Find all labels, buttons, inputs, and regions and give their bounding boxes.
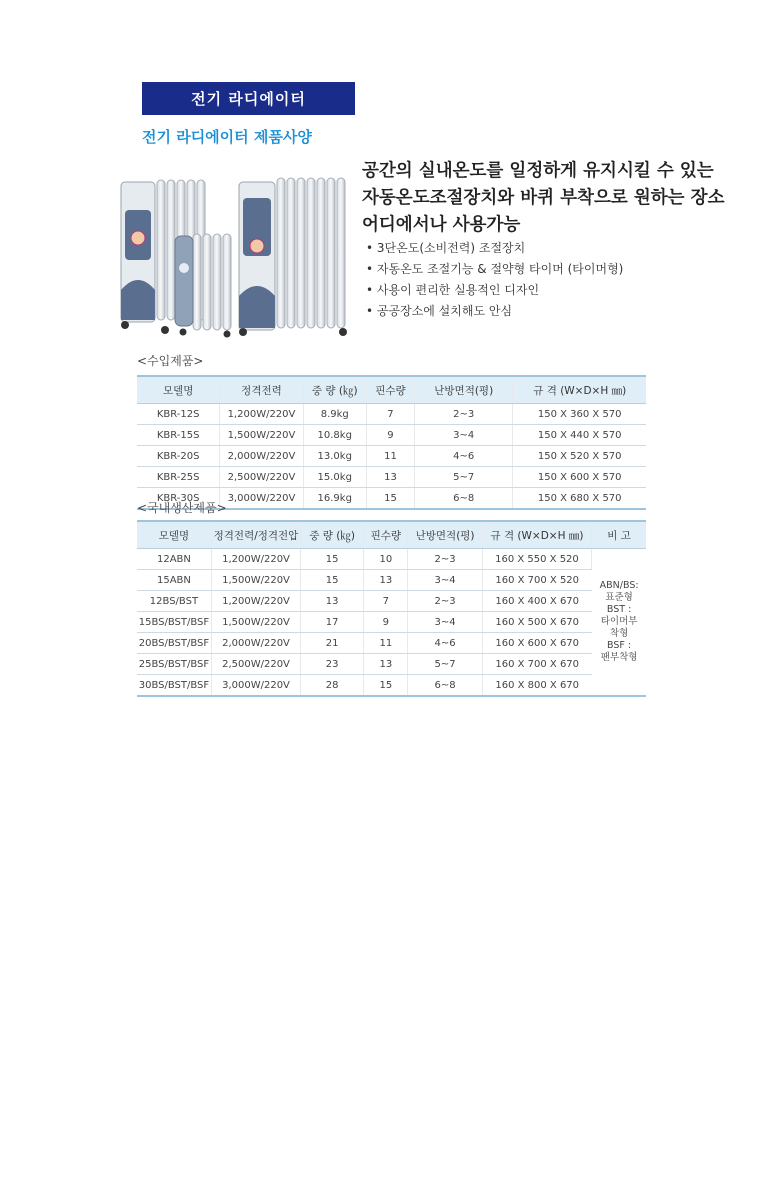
column-header: 모델명: [137, 521, 211, 549]
cell-size: 150 X 520 X 570: [513, 446, 646, 467]
feature-item: • 자동온도 조절기능 & 절약형 타이머 (타이머형): [366, 259, 623, 280]
cell-area: 2~3: [408, 591, 482, 612]
cell-area: 2~3: [408, 549, 482, 570]
column-header: 난방면적(평): [408, 521, 482, 549]
cell-area: 6~8: [408, 675, 482, 697]
cell-power: 2,000W/220V: [220, 446, 303, 467]
headline-line: 공간의 실내온도를 일정하게 유지시킬 수 있는: [362, 161, 714, 181]
feature-item: • 공공장소에 설치해도 안심: [366, 301, 623, 322]
table-row: [137, 425, 646, 446]
cell-model: 15ABN: [137, 570, 211, 591]
cell-size: 150 X 360 X 570: [513, 404, 646, 425]
domestic-spec-table: [137, 520, 646, 697]
column-header: 비 고: [592, 521, 646, 549]
cell-area: 4~6: [415, 446, 513, 467]
radiator-product-image: [115, 170, 355, 340]
cell-size: 150 X 600 X 570: [513, 467, 646, 488]
cell-weight: 28: [301, 675, 364, 697]
feature-item: • 사용이 편리한 실용적인 디자인: [366, 280, 623, 301]
cell-model: 12ABN: [137, 549, 211, 570]
cell-power: 1,200W/220V: [211, 591, 300, 612]
table-header-row: [137, 376, 646, 404]
column-header: 규 격 (W×D×H ㎜): [482, 521, 591, 549]
table-row: [137, 675, 646, 697]
cell-power: 1,500W/220V: [211, 612, 300, 633]
cell-model: KBR-12S: [137, 404, 220, 425]
cell-size: 150 X 680 X 570: [513, 488, 646, 510]
cell-model: 25BS/BST/BSF: [137, 654, 211, 675]
column-header: 중 량 (㎏): [301, 521, 364, 549]
cell-size: 160 X 550 X 520: [482, 549, 591, 570]
table-row: [137, 404, 646, 425]
cell-weight: 15: [301, 549, 364, 570]
cell-weight: 13.0kg: [303, 446, 366, 467]
imported-spec-table: [137, 375, 646, 510]
table-row: [137, 654, 646, 675]
cell-model: KBR-25S: [137, 467, 220, 488]
cell-model: 15BS/BST/BSF: [137, 612, 211, 633]
cell-power: 1,200W/220V: [211, 549, 300, 570]
cell-power: 2,500W/220V: [211, 654, 300, 675]
cell-area: 6~8: [415, 488, 513, 510]
table-row: [137, 549, 646, 570]
cell-model: 12BS/BST: [137, 591, 211, 612]
column-header: 핀수량: [364, 521, 408, 549]
cell-note: ABN/BS: 표준형 BST : 타이머부 착형 BSF : 팬부착형: [592, 549, 646, 697]
cell-fins: 13: [364, 570, 408, 591]
column-header: 규 격 (W×D×H ㎜): [513, 376, 646, 404]
table-row: [137, 467, 646, 488]
radiator-right-icon: [239, 178, 347, 336]
column-header: 중 량 (㎏): [303, 376, 366, 404]
table-header-row: [137, 521, 646, 549]
cell-fins: 9: [364, 612, 408, 633]
column-header: 정격전력/정격전압: [211, 521, 300, 549]
feature-item: • 3단온도(소비전력) 조절장치: [366, 238, 623, 259]
cell-model: 30BS/BST/BSF: [137, 675, 211, 697]
table-row: [137, 446, 646, 467]
cell-area: 5~7: [408, 654, 482, 675]
cell-fins: 11: [364, 633, 408, 654]
section-subtitle: 전기 라디에이터 제품사양: [142, 128, 312, 146]
feature-list: [366, 238, 623, 322]
imported-section-label: <수입제품>: [137, 354, 204, 368]
cell-area: 2~3: [415, 404, 513, 425]
cell-area: 3~4: [408, 570, 482, 591]
cell-model: KBR-30S: [137, 488, 220, 510]
cell-power: 3,000W/220V: [220, 488, 303, 510]
cell-fins: 15: [366, 488, 414, 510]
cell-model: 20BS/BST/BSF: [137, 633, 211, 654]
cell-fins: 13: [366, 467, 414, 488]
cell-fins: 7: [366, 404, 414, 425]
cell-weight: 23: [301, 654, 364, 675]
table-row: [137, 633, 646, 654]
cell-fins: 15: [364, 675, 408, 697]
cell-power: 1,200W/220V: [220, 404, 303, 425]
cell-weight: 13: [301, 591, 364, 612]
column-header: 핀수량: [366, 376, 414, 404]
cell-model: KBR-20S: [137, 446, 220, 467]
cell-weight: 21: [301, 633, 364, 654]
cell-power: 2,000W/220V: [211, 633, 300, 654]
cell-size: 150 X 440 X 570: [513, 425, 646, 446]
cell-area: 3~4: [415, 425, 513, 446]
cell-fins: 11: [366, 446, 414, 467]
cell-size: 160 X 500 X 670: [482, 612, 591, 633]
cell-area: 5~7: [415, 467, 513, 488]
cell-fins: 10: [364, 549, 408, 570]
cell-power: 1,500W/220V: [220, 425, 303, 446]
column-header: 난방면적(평): [415, 376, 513, 404]
headline-line: 자동온도조절장치와 바퀴 부착으로 원하는 장소: [362, 188, 725, 208]
domestic-section-label: <국내생산제품>: [137, 501, 227, 515]
title-badge: 전기 라디에이터: [142, 82, 355, 115]
cell-size: 160 X 600 X 670: [482, 633, 591, 654]
cell-area: 3~4: [408, 612, 482, 633]
cell-power: 1,500W/220V: [211, 570, 300, 591]
headline-line: 어디에서나 사용가능: [362, 215, 521, 235]
cell-fins: 13: [364, 654, 408, 675]
cell-size: 160 X 700 X 670: [482, 654, 591, 675]
column-header: 정격전력: [220, 376, 303, 404]
cell-power: 2,500W/220V: [220, 467, 303, 488]
table-row: [137, 570, 646, 591]
cell-weight: 16.9kg: [303, 488, 366, 510]
radiator-small-icon: [175, 234, 231, 338]
cell-weight: 15.0kg: [303, 467, 366, 488]
table-row: [137, 612, 646, 633]
cell-weight: 10.8kg: [303, 425, 366, 446]
cell-fins: 9: [366, 425, 414, 446]
cell-weight: 15: [301, 570, 364, 591]
cell-power: 3,000W/220V: [211, 675, 300, 697]
cell-model: KBR-15S: [137, 425, 220, 446]
cell-size: 160 X 400 X 670: [482, 591, 591, 612]
cell-size: 160 X 800 X 670: [482, 675, 591, 697]
cell-size: 160 X 700 X 520: [482, 570, 591, 591]
table-row: [137, 591, 646, 612]
intro-headline: [362, 158, 772, 239]
cell-weight: 8.9kg: [303, 404, 366, 425]
cell-weight: 17: [301, 612, 364, 633]
cell-fins: 7: [364, 591, 408, 612]
column-header: 모델명: [137, 376, 220, 404]
cell-area: 4~6: [408, 633, 482, 654]
